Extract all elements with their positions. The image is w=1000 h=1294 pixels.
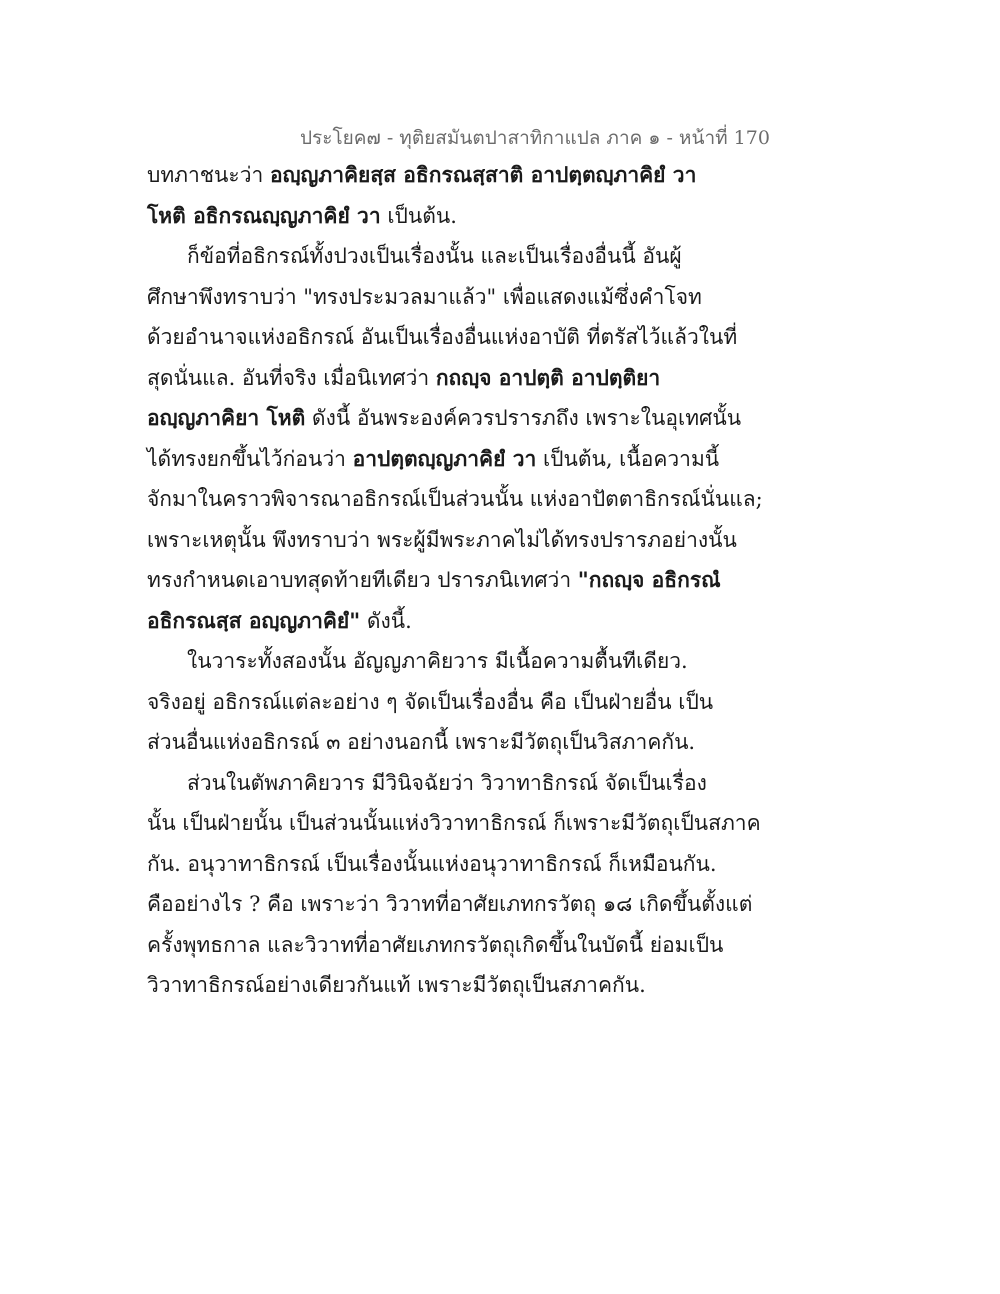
text-line — [147, 641, 727, 682]
pali-term: อธิกรณสฺส อญฺญภาคิยํ" — [147, 607, 361, 633]
text-segment: ดังนี้ อันพระองค์ควรปรารภถึง เพราะในอุเทศนั้น — [305, 406, 742, 430]
text-segment: ส่วนอื่นแห่งอธิกรณ์ ๓ อย่างนอกนี้ เพราะมีวัตถุเป็นวิสภาคกัน. — [147, 730, 696, 754]
text-line — [147, 722, 727, 763]
pali-term: อญฺญภาคิยสฺส อธิกรณสฺสาติ อาปตฺตญฺภาคิยํ วา — [269, 162, 697, 187]
text-segment: จักมาในคราวพิจารณาอธิกรณ์เป็นส่วนนั้น แห่งอาปัตตาธิกรณ์นั่นแล; — [147, 487, 763, 511]
text-line — [147, 682, 727, 723]
text-segment: ครั้งพุทธกาล และวิวาทที่อาศัยเภทกรวัตถุเกิดขึ้นในบัดนี้ ย่อมเป็น — [147, 932, 724, 957]
text-segment: ทรงกำหนดเอาบทสุดท้ายทีเดียว ปรารภนิเทศว่า — [147, 568, 578, 592]
text-segment: ก็ข้อที่อธิกรณ์ทั้งปวงเป็นเรื่องนั้น และเป็นเรื่องอื่นนี้ อันผู้ — [187, 244, 682, 268]
pali-term: "กถญฺจ อธิกรณํ — [577, 567, 721, 592]
text-line — [147, 520, 737, 561]
pali-term: อาปตฺตญฺญภาคิยํ วา — [352, 445, 537, 471]
text-segment: ดังนี้. — [360, 608, 412, 633]
text-line — [147, 965, 727, 1006]
text-segment: เป็นต้น, เนื้อความนี้ — [536, 446, 720, 471]
text-line — [147, 479, 763, 520]
text-line — [147, 844, 727, 885]
text-line — [147, 601, 727, 642]
text-segment: ศึกษาพึงทราบว่า "ทรงประมวลมาแล้ว" เพื่อแสดงแม้ซึ่งคำโจท — [147, 284, 702, 309]
text-segment: ส่วนในตัพภาคิยวาร มีวินิจฉัยว่า วิวาทาธิกรณ์ จัดเป็นเรื่อง — [187, 770, 707, 795]
text-segment: กัน. อนุวาทาธิกรณ์ เป็นเรื่องนั้นแห่งอนุวาทาธิกรณ์ ก็เหมือนกัน. — [147, 851, 717, 876]
text-segment: นั้น เป็นฝ่ายนั้น เป็นส่วนนั้นแห่งวิวาทาธิกรณ์ ก็เพราะมีวัตถุเป็นสภาค — [147, 811, 761, 835]
text-line — [147, 560, 727, 601]
text-line — [147, 196, 727, 237]
running-header: ประโยค๗ - ทุติยสมันตปาสาทิกาแปล ภาค ๑ - หน้าที่ 170 — [300, 127, 770, 149]
text-line — [147, 155, 727, 196]
body-text — [147, 155, 763, 1006]
pali-term: อญฺญภาคิยา โหติ — [147, 405, 306, 430]
text-line — [147, 439, 727, 480]
text-line — [147, 925, 727, 966]
text-segment: คืออย่างไร ? คือ เพราะว่า วิวาทที่อาศัยเภทกรวัตถุ ๑๘ เกิดขึ้นตั้งแต่ — [147, 892, 753, 916]
text-line — [147, 236, 727, 277]
text-line — [147, 803, 761, 844]
text-segment: เป็นต้น. — [380, 203, 457, 228]
text-segment: บทภาชนะว่า — [147, 163, 270, 187]
text-segment: ได้ทรงยกขึ้นไว้ก่อนว่า — [147, 446, 353, 471]
text-segment: วิวาทาธิกรณ์อย่างเดียวกันแท้ เพราะมีวัตถุเป็นสภาคกัน. — [147, 973, 646, 997]
text-segment: เพราะเหตุนั้น พึงทราบว่า พระผู้มีพระภาคไม่ได้ทรงปรารภอย่างนั้น — [147, 527, 737, 552]
text-segment: จริงอยู่ อธิกรณ์แต่ละอย่าง ๆ จัดเป็นเรื่องอื่น คือ เป็นฝ่ายอื่น เป็น — [147, 689, 714, 714]
text-line — [147, 358, 727, 399]
text-line — [147, 884, 753, 925]
text-line — [147, 277, 727, 318]
text-line — [147, 763, 727, 804]
text-segment: ด้วยอำนาจแห่งอธิกรณ์ อันเป็นเรื่องอื่นแห่งอาบัติ ที่ตรัสไว้แล้วในที่ — [147, 325, 738, 349]
text-segment: ในวาระทั้งสองนั้น อัญญภาคิยวาร มีเนื้อความตื้นทีเดียว. — [187, 649, 688, 673]
pali-term: กถญฺจ อาปตฺติ อาปตฺติยา — [435, 364, 661, 390]
text-line — [147, 317, 738, 358]
text-line — [147, 398, 742, 439]
text-segment: สุดนั่นแล. อันที่จริง เมื่อนิเทศว่า — [147, 365, 436, 390]
pali-term: โหติ อธิกรณญฺญภาคิยํ วา — [147, 202, 381, 228]
